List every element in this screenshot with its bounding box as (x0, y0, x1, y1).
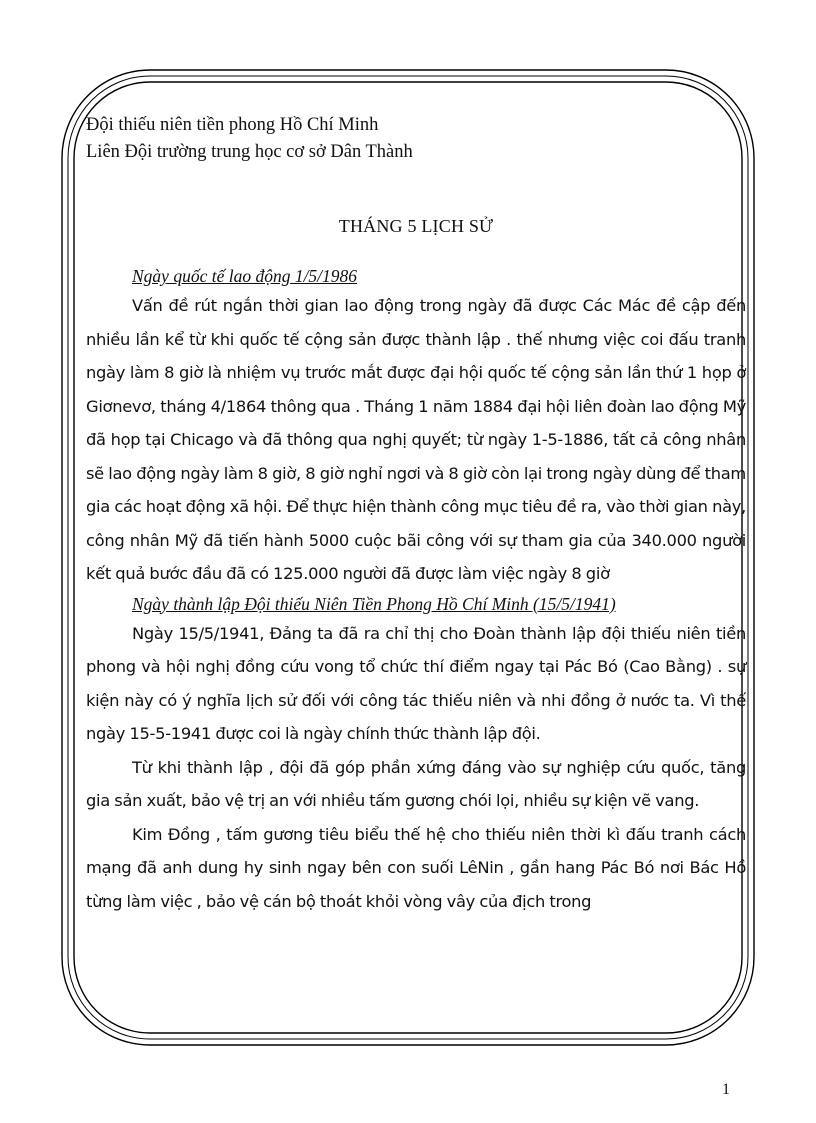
paragraph-labor-day: Vấn đề rút ngắn thời gian lao động trong ngày đã được Các Mác đề cập đến nhiều lần kể từ khi quốc tế cộng sản được thành lập . thế nhưng việc coi đấu tranh ngày làm 8 giờ là nhiệm vụ trước mắt được đại hội quốc tế cộng sản lần thứ 1 họp ở Giơnevơ, tháng 4/1864 thông qua . Tháng 1 năm 1884 đại hội liên đoàn lao động Mỹ đã họp tại Chicago và đã thông qua nghị quyết; từ ngày 1-5-1886, tất cả công nhân sẽ lao động ngày làm 8 giờ, 8 giờ nghỉ ngơi và 8 giờ còn lại trong ngày dùng để tham gia các hoạt động xã hội. Để thực hiện thành công mục tiêu đề ra, vào thời gian này, công nhân Mỹ đã tiến hành 5000 cuộc bãi công với sự tham gia của 340.000 người kết quả bước đầu đã có 125.000 người đã được làm việc ngày 8 giờ (86, 296, 746, 583)
org-line-2: Liên Đội trường trung học cơ sở Dân Thành (86, 142, 413, 162)
page-number: 1 (722, 1081, 730, 1098)
paragraph-kim-dong: Kim Đồng , tấm gương tiêu biểu thế hệ cho thiếu niên thời kì đấu tranh cách mạng đã anh dung hy sinh ngay bên con suối LêNin , gần hang Pác Bó nơi Bác Hồ từng làm việc , bảo vệ cán bộ thoát khỏi vòng vây của địch trong (86, 824, 746, 911)
paragraph-contributions: Từ khi thành lập , đội đã góp phần xứng đáng vào sự nghiệp cứu quốc, tăng gia sản xuất, bảo vệ trị an với nhiều tấm gương chói lọi, nhiều sự kiện vẽ vang. (86, 757, 746, 810)
section-heading-labor-day: Ngày quốc tế lao động 1/5/1986 (132, 266, 358, 286)
document-title: THÁNG 5 LỊCH SỬ (338, 216, 494, 236)
page-content (86, 112, 746, 918)
section-heading-youth-pioneer: Ngày thành lập Đội thiếu Niên Tiền Phong Hồ Chí Minh (15/5/1941) (132, 593, 616, 614)
org-line-1: Đội thiếu niên tiền phong Hồ Chí Minh (86, 115, 379, 135)
paragraph-founding: Ngày 15/5/1941, Đảng ta đã ra chỉ thị cho Đoàn thành lập đội thiếu niên tiền phong và hội nghị đồng cứu vong tổ chức thí điểm ngay tại Pác Bó (Cao Bằng) . sự kiện này có ý nghĩa lịch sử đối với công tác thiếu niên và nhi đồng ở nước ta. Vì thế ngày 15-5-1941 được coi là ngày chính thức thành lập đội. (86, 623, 746, 743)
